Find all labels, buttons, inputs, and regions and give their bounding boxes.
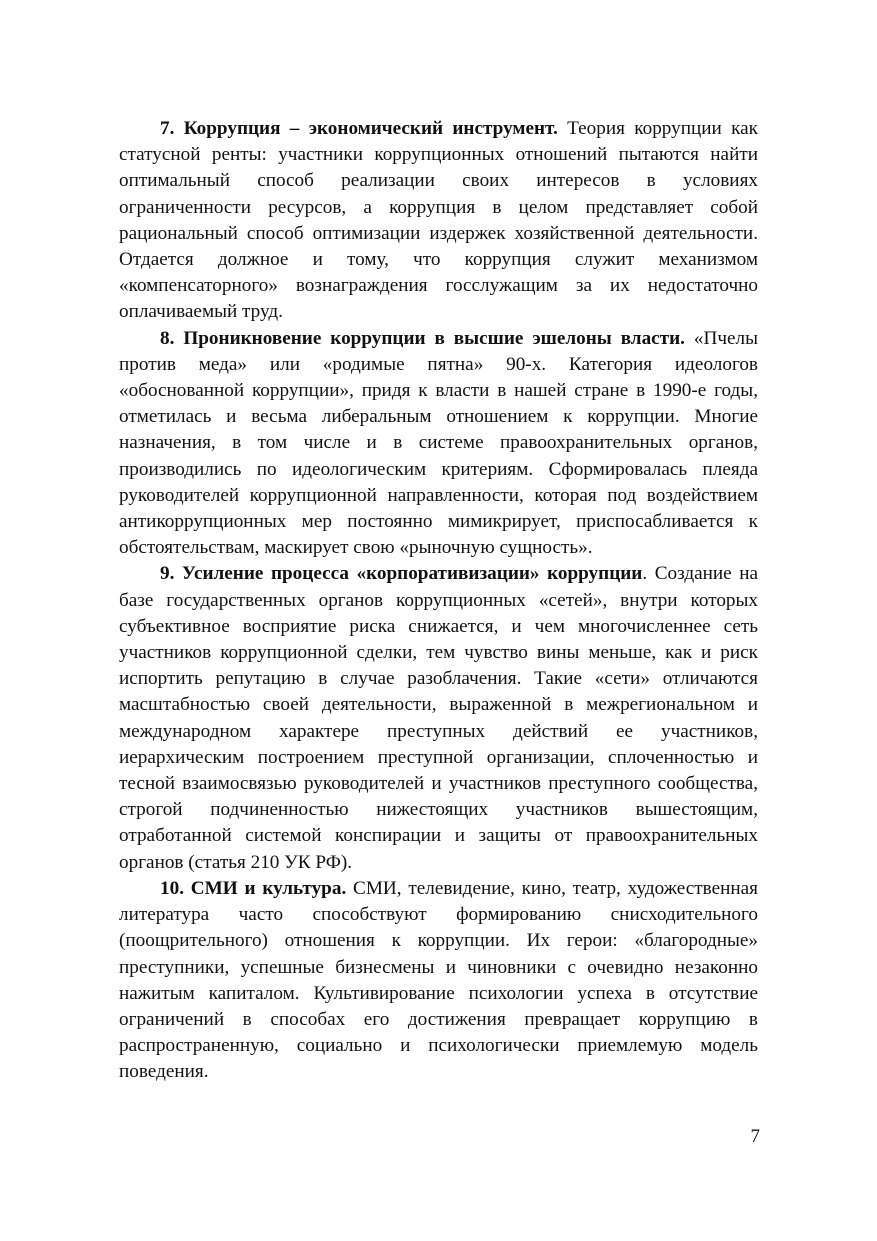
page-body [119, 116, 758, 1086]
paragraph-8 [119, 326, 758, 562]
paragraph-7 [119, 116, 758, 326]
paragraph-7-heading: 7. Коррупция – экономический инструмент. [160, 118, 558, 139]
paragraph-10 [119, 876, 758, 1086]
paragraph-7-text: Теория коррупции как статусной ренты: участники коррупционных отношений пытаются найти оптимальный способ реализации своих интересов в условиях ограниченности ресурсов, а коррупция в целом представляет собой рациональный способ оптимизации издержек хозяйственной деятельности. Отдается должное и тому, что коррупция служит механизмом «компенсаторного» вознаграждения госслужащим за их недостаточно оплачиваемый труд. [119, 118, 758, 323]
paragraph-10-heading: 10. СМИ и культура. [160, 877, 347, 899]
page-number: 7 [750, 1126, 760, 1147]
paragraph-10-text: СМИ, телевидение, кино, театр, художественная литература часто способствуют формированию снисходительного (поощрительного) отношения к коррупции. Их герои: «благородные» преступники, успешные бизнесмены и чиновники с очевидно незаконно нажитым капиталом. Культивирование психологии успеха в отсутствие ограничений в способах его достижения превращает коррупцию в распространенную, социально и психологически приемлемую модель поведения. [119, 877, 758, 1083]
paragraph-9-heading: 9. Усиление процесса «корпоративизации» коррупции [160, 563, 643, 585]
paragraph-9 [119, 561, 758, 875]
paragraph-9-text: . Создание на базе государственных органов коррупционных «сетей», внутри которых субъективное восприятие риска снижается, и чем многочисленнее сеть участников коррупционной сделки, тем чувство вины меньше, как и риск испортить репутацию в случае разоблачения. Такие «сети» отличаются масштабностью своей деятельности, выраженной в межрегиональном и международном характере преступных действий ее участников, иерархическим построением преступной организации, сплоченностью и тесной взаимосвязью руководителей и участников преступного сообщества, строгой подчиненностью нижестоящих участников вышестоящим, отработанной системой конспирации и защиты от правоохранительных органов (статья 210 УК РФ). [119, 563, 758, 873]
paragraph-8-heading: 8. Проникновение коррупции в высшие эшелоны власти. [160, 327, 685, 349]
paragraph-8-text: «Пчелы против меда» или «родимые пятна» 90-х. Категория идеологов «обоснованной коррупции», придя к власти в нашей стране в 1990-е годы, отметилась и весьма либеральным отношением к коррупции. Многие назначения, в том числе и в системе правоохранительных органов, производились по идеологическим критериям. Сформировалась плеяда руководителей коррупционной направленности, которая под воздействием антикоррупционных мер постоянно мимикрирует, приспосабливается к обстоятельствам, маскирует свою «рыночную сущность». [119, 327, 758, 559]
